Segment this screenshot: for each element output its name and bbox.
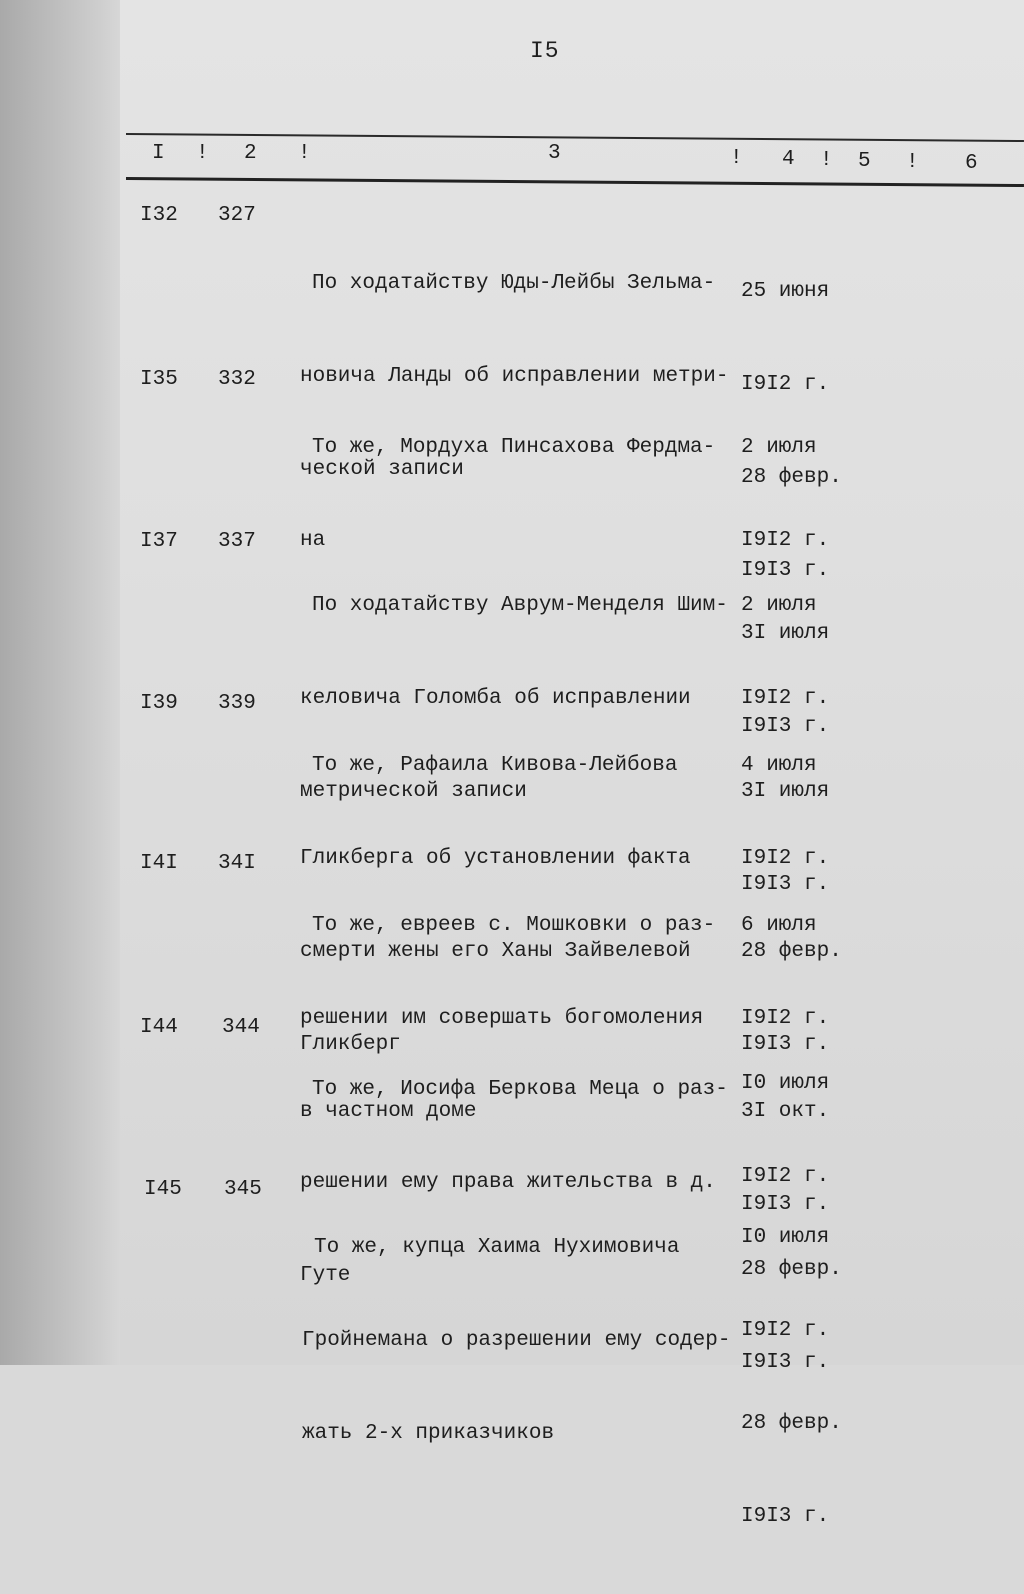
case-description: По ходатайству Аврум-Менделя Шим- келовича Голомба об исправлении метрической записи [300,594,728,803]
case-description: То же, евреев с. Мошковки о раз- решении им совершать богомоления в частном доме [300,914,716,1123]
case-dates: I0 июля I9I2 г. 28 февр. I9I3 г. [741,1226,842,1528]
header-separator: ! [906,151,919,174]
header-separator: ! [820,149,833,172]
header-col-3: 3 [548,142,561,165]
header-col-6: 6 [965,152,978,175]
case-dates: 2 июля I9I2 г. 3I июля I9I3 г. [741,594,830,896]
case-dates: 25 июня I9I2 г. 28 февр. I9I3 г. [741,280,842,582]
page-number: I5 [530,38,560,64]
row-number: I39 [140,692,178,715]
book-binding-shadow [0,0,120,1365]
header-col-4: 4 [782,148,795,171]
case-description: То же, Иосифа Беркова Меца о раз- решении ему права жительства в д. Гуте [300,1078,728,1287]
row-number: I35 [140,368,178,391]
case-description: То же, купца Хаима Нухимовича Гройнемана о разрешении ему содер- жать 2-х приказчиков [302,1236,731,1445]
case-description: По ходатайству Юды-Лейбы Зельма- новича Ланды об исправлении метри- ческой записи [300,272,729,481]
header-col-1: I [152,142,165,165]
header-separator: ! [298,142,311,165]
case-dates: 4 июля I9I2 г. 28 февр. I9I3 г. [741,754,842,1056]
row-number: I32 [140,204,178,227]
row-number: I37 [140,530,178,553]
header-col-5: 5 [858,150,871,173]
file-number: 345 [224,1178,262,1201]
case-dates: I0 июля I9I2 г. 28 февр. I9I3 г. [741,1072,842,1374]
row-number: I45 [144,1178,182,1201]
header-separator: ! [730,147,743,170]
case-dates: 6 июля I9I2 г. 3I окт. I9I3 г. [741,914,830,1216]
file-number: 34I [218,852,256,875]
header-separator: ! [196,142,209,165]
header-col-2: 2 [244,142,257,165]
file-number: 339 [218,692,256,715]
row-number: I4I [140,852,178,875]
case-description: То же, Мордуха Пинсахова Фердма- на [300,436,716,552]
case-dates: 2 июля I9I2 г. 3I июля I9I3 г. [741,436,830,738]
file-number: 332 [218,368,256,391]
file-number: 327 [218,204,256,227]
row-number: I44 [140,1016,178,1039]
file-number: 337 [218,530,256,553]
case-description: То же, Рафаила Кивова-Лейбова Гликберга об установлении факта смерти жены его Ханы Зайвелевой Гликберг [300,754,691,1056]
file-number: 344 [222,1016,260,1039]
